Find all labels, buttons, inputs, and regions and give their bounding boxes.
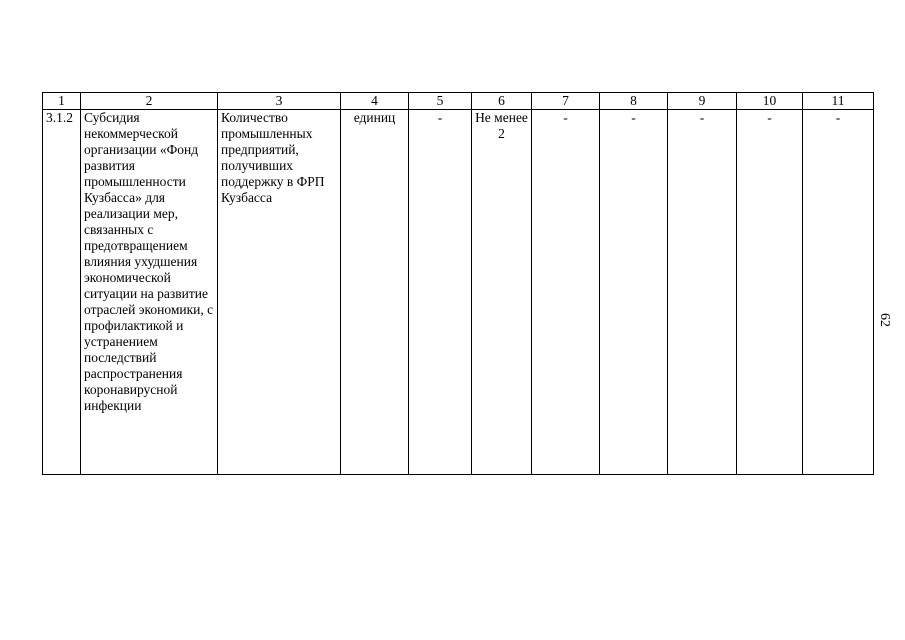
header-cell-10: 10 [737, 93, 803, 110]
page-number: 62 [877, 313, 892, 327]
row-number-cell: 3.1.2 [43, 110, 81, 475]
value-cell-8: - [600, 110, 668, 475]
value-cell-5: - [409, 110, 472, 475]
value-cell-9: - [668, 110, 737, 475]
header-cell-7: 7 [532, 93, 600, 110]
indicator-cell: Количество промышленных предприятий, получивших поддержку в ФРП Кузбасса [218, 110, 341, 475]
value-cell-6: Не менее 2 [472, 110, 532, 475]
value-cell-10: - [737, 110, 803, 475]
header-cell-11: 11 [803, 93, 874, 110]
table-header-row [43, 93, 874, 110]
header-cell-2: 2 [81, 93, 218, 110]
value-cell-11: - [803, 110, 874, 475]
header-cell-8: 8 [600, 93, 668, 110]
indicators-table [42, 92, 874, 475]
header-cell-4: 4 [341, 93, 409, 110]
header-cell-1: 1 [43, 93, 81, 110]
measure-name-cell: Субсидия некоммерческой организации «Фонд развития промышленности Кузбасса» для реализации мер, связанных с предотвращением влияния ухудшения экономической ситуации на развитие отраслей экономики, с профилактикой и устранением последствий распространения коронавирусной инфекции [81, 110, 218, 475]
header-cell-3: 3 [218, 93, 341, 110]
table-row [43, 110, 874, 475]
header-cell-5: 5 [409, 93, 472, 110]
unit-cell: единиц [341, 110, 409, 475]
value-cell-7: - [532, 110, 600, 475]
header-cell-6: 6 [472, 93, 532, 110]
header-cell-9: 9 [668, 93, 737, 110]
